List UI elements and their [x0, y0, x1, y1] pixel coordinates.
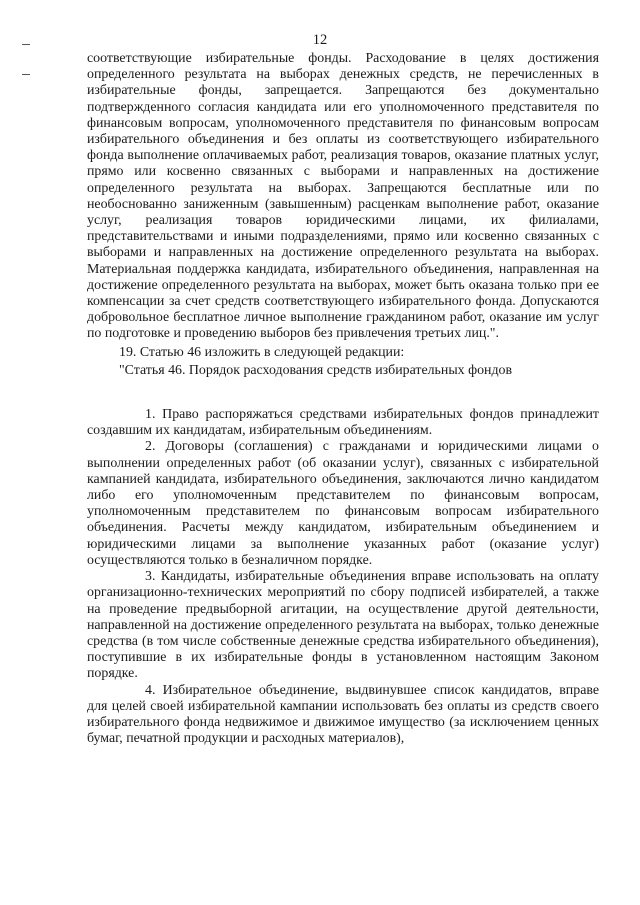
article-46-clause-4: 4. Избирательное объединение, выдвинувшее список кандидатов, вправе для целей своей избирательной кампании использовать без оплаты из средств своего избирательного фонда недвижимое и движимое имущество (за исключением ценных бумаг, печатной продукции и расходных материалов),	[87, 682, 599, 747]
article-46-clause-3: 3. Кандидаты, избирательные объединения вправе использовать на оплату организационно-технических мероприятий по сбору подписей избирателей, а также на проведение предвыборной агитации, на осуществление другой деятельности, направленной на достижение определенного результата на выборах, только денежные средства (в том числе собственные денежные средства избирательного объединения), поступившие в их избирательные фонды в установленном настоящим Законом порядке.	[87, 569, 599, 682]
paragraph-continuation: соответствующие избирательные фонды. Расходование в целях достижения определенного результата на выборах денежных средств, не перечисленных в избирательные фонды, запрещается. Запрещаются без документально подтвержденного согласия кандидата или его уполномоченного представителя по финансовым вопросам, уполномоченного представителя по финансовым вопросам избирательного объединения и без оплаты из соответствующего избирательного фонда выполнение оплачиваемых работ, реализация товаров, оказание платных услуг, прямо или косвенно связанных с выборами и направленных на достижение определенного результата на выборах. Запрещаются бесплатные или по необоснованно заниженным (завышенным) расценкам выполнение работ, оказание услуг, реализация товаров юридическими лицами, их филиалами, представительствами и иными подразделениями, прямо или косвенно связанных с выборами и направленных на достижение определенного результата на выборах. Материальная поддержка кандидата, избирательного объединения, направленная на достижение определенного результата на выборах, может быть оказана только при ее компенсации за счет средств соответствующего избирательного фонда. Допускаются добровольное бесплатное личное выполнение гражданином работ, оказание им услуг по подготовке и проведению выборов без привлечения третьих лиц.".	[87, 51, 599, 342]
amendment-item-19: 19. Статью 46 изложить в следующей редакции:	[119, 344, 405, 360]
article-46-clause-1: 1. Право распоряжаться средствами избирательных фондов принадлежит создавшим их кандидатам, избирательным объединениям.	[87, 407, 599, 439]
article-46-clause-2: 2. Договоры (соглашения) с гражданами и юридическими лицами о выполнении определенных работ (об оказании услуг), связанных с избирательной кампанией кандидата, избирательного объединения, заключаются лично кандидатом либо его уполномоченным представителем по финансовым вопросам, уполномоченным представителем по финансовым вопросам избирательного объединения. Расчеты между кандидатом, избирательным объединением и юридическими лицами за выполнение указанных работ (оказание услуг) осуществляются только в безналичном порядке.	[87, 439, 599, 568]
article-46-title: "Статья 46. Порядок расходования средств избирательных фондов	[119, 362, 513, 378]
document-body	[87, 51, 599, 747]
margin-mark	[22, 74, 30, 75]
page-number: 12	[312, 32, 328, 48]
